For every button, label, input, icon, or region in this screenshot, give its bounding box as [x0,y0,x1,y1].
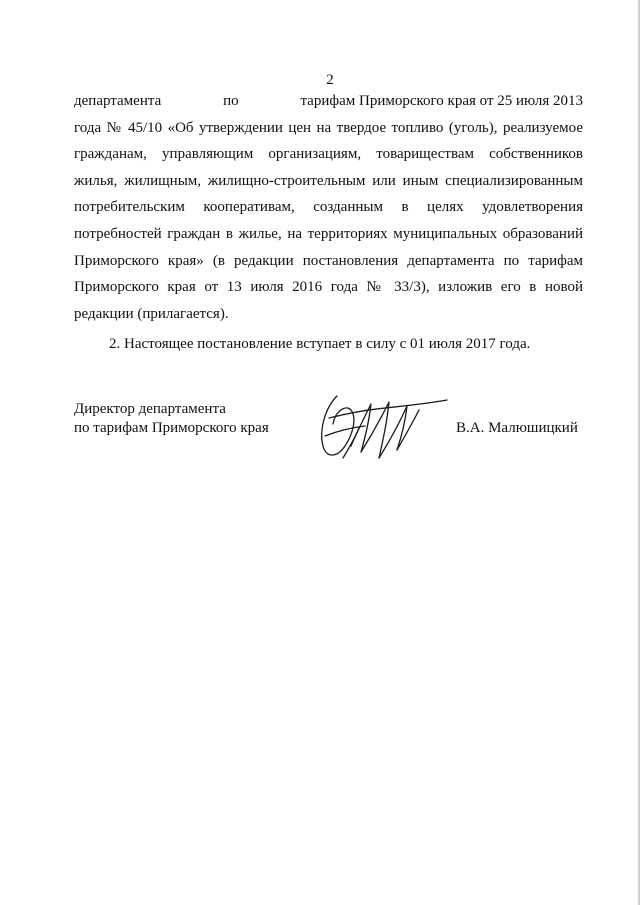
signatory-title-line-1: Директор департамента [74,401,226,417]
first-line-word-2: по [223,93,239,109]
first-line [74,88,583,115]
paragraph-1-continuation: года № 45/10 «Об утверждении цен на твердое топливо (уголь), реализуемое гражданам, управляющим организациям, товариществам собственников жилья, жилищным, жилищно-строительным или иным специализированным потребительским кооперативам, созданным в целях удовлетворения потребностей граждан в жилье, на территориях муниципальных образований Приморского края» (в редакции постановления департамента по тарифам Приморского края от 13 июля 2016 года № 33/3), изложив его в новой редакции (прилагается). [74,119,583,322]
first-line-word-3: тарифам Приморского края от 25 июля 2013 [300,93,583,109]
first-line-word-1: департамента [74,93,162,109]
signatory-title [74,400,269,438]
handwritten-signature [315,388,455,468]
body-text [74,88,583,358]
signatory-title-line-2: по тарифам Приморского края [74,420,269,436]
page-number: 2 [326,72,334,88]
paragraph-2: 2. Настоящее постановление вступает в силу с 01 июля 2017 года. [109,336,531,353]
signatory-name: В.А. Малюшицкий [456,420,578,436]
